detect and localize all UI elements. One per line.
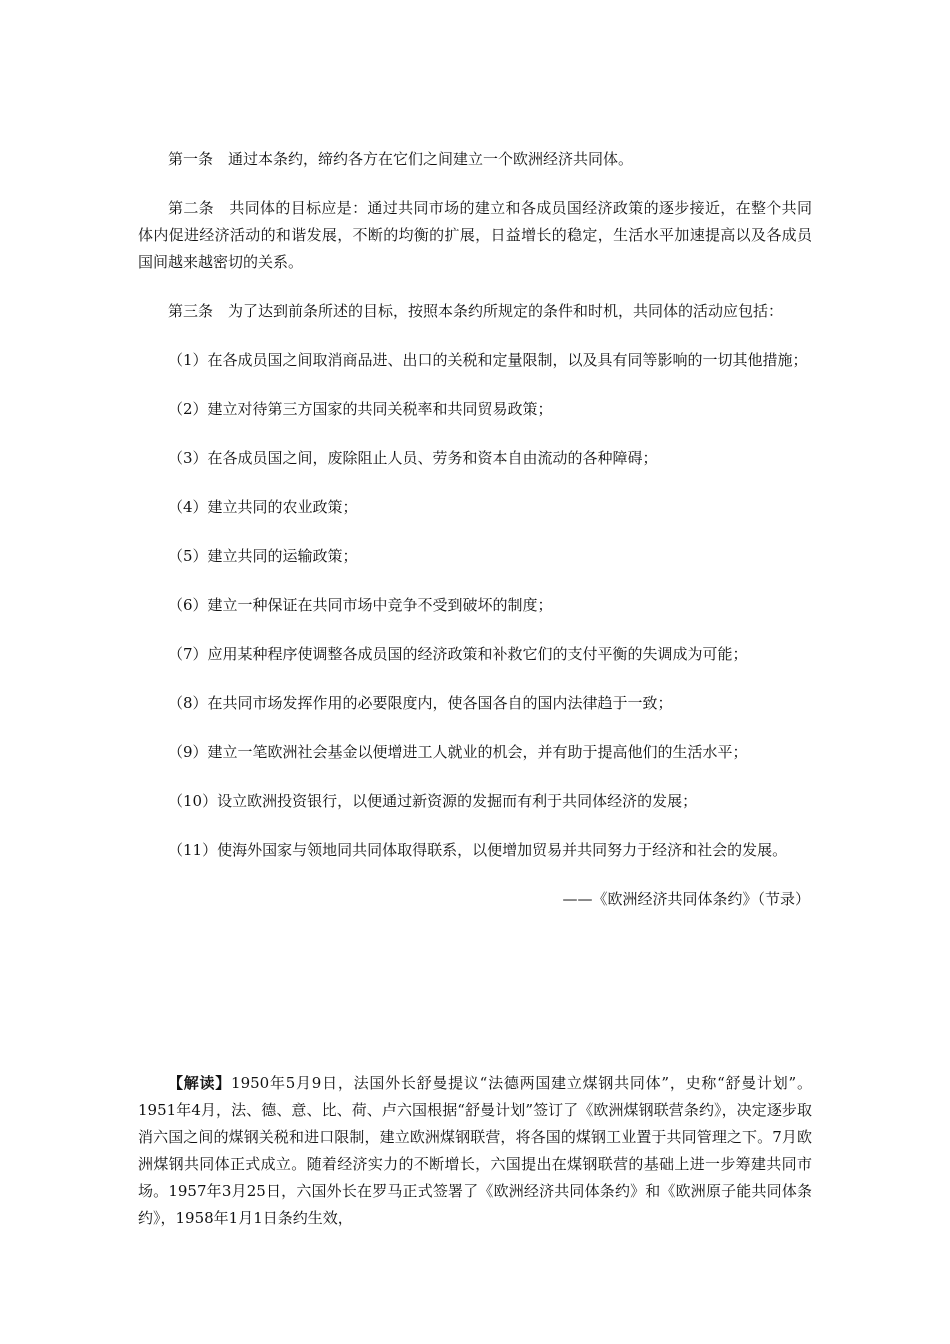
list-item-11: （11）使海外国家与领地同共同体取得联系，以便增加贸易并共同努力于经济和社会的发展。 <box>168 841 788 859</box>
list-item-6: （6）建立一种保证在共同市场中竞争不受到破坏的制度； <box>168 596 553 614</box>
source-citation: ——《欧洲经济共同体条约》（节录） <box>562 890 810 908</box>
list-item-7: （7）应用某种程序使调整各成员国的经济政策和补救它们的支付平衡的失调成为可能； <box>168 645 748 663</box>
article-2: 第二条 共同体的目标应是：通过共同市场的建立和各成员国经济政策的逐步接近，在整个共同体内促进经济活动的和谐发展，不断的均衡的扩展，日益增长的稳定，生活水平加速提高以及各成员国间越来越密切的关系。 <box>138 199 812 271</box>
interpretation-text: 1950年5月9日，法国外长舒曼提议“法德两国建立煤钢共同体”，史称“舒曼计划”。1951年4月，法、德、意、比、荷、卢六国根据“舒曼计划”签订了《欧洲煤钢联营条约》，决定逐步取消六国之间的煤钢关税和进口限制，建立欧洲煤钢联营，将各国的煤钢工业置于共同管理之下。7月欧洲煤钢共同体正式成立。随着经济实力的不断增长，六国提出在煤钢联营的基础上进一步筹建共同市场。1957年3月25日，六国外长在罗马正式签署了《欧洲经济共同体条约》和《欧洲原子能共同体条约》，1958年1月1日条约生效， <box>138 1074 812 1227</box>
list-item-1: （1）在各成员国之间取消商品进、出口的关税和定量限制，以及具有同等影响的一切其他措施； <box>168 351 808 369</box>
article-1: 第一条 通过本条约，缔约各方在它们之间建立一个欧洲经济共同体。 <box>168 150 634 168</box>
interpretation-paragraph <box>138 1070 812 1232</box>
interpretation-label: 【解读】 <box>168 1074 232 1092</box>
list-item-10: （10）设立欧洲投资银行，以便通过新资源的发掘而有利于共同体经济的发展； <box>168 792 698 810</box>
list-item-5: （5）建立共同的运输政策； <box>168 547 358 565</box>
treaty-excerpt <box>138 146 812 913</box>
list-item-4: （4）建立共同的农业政策； <box>168 498 358 516</box>
list-item-8: （8）在共同市场发挥作用的必要限度内，使各国各自的国内法律趋于一致； <box>168 694 673 712</box>
list-item-2: （2）建立对待第三方国家的共同关税率和共同贸易政策； <box>168 400 553 418</box>
list-item-9: （9）建立一笔欧洲社会基金以便增进工人就业的机会，并有助于提高他们的生活水平； <box>168 743 748 761</box>
list-item-3: （3）在各成员国之间，废除阻止人员、劳务和资本自由流动的各种障碍； <box>168 449 658 467</box>
article-3: 第三条 为了达到前条所述的目标，按照本条约所规定的条件和时机，共同体的活动应包括： <box>168 302 784 320</box>
